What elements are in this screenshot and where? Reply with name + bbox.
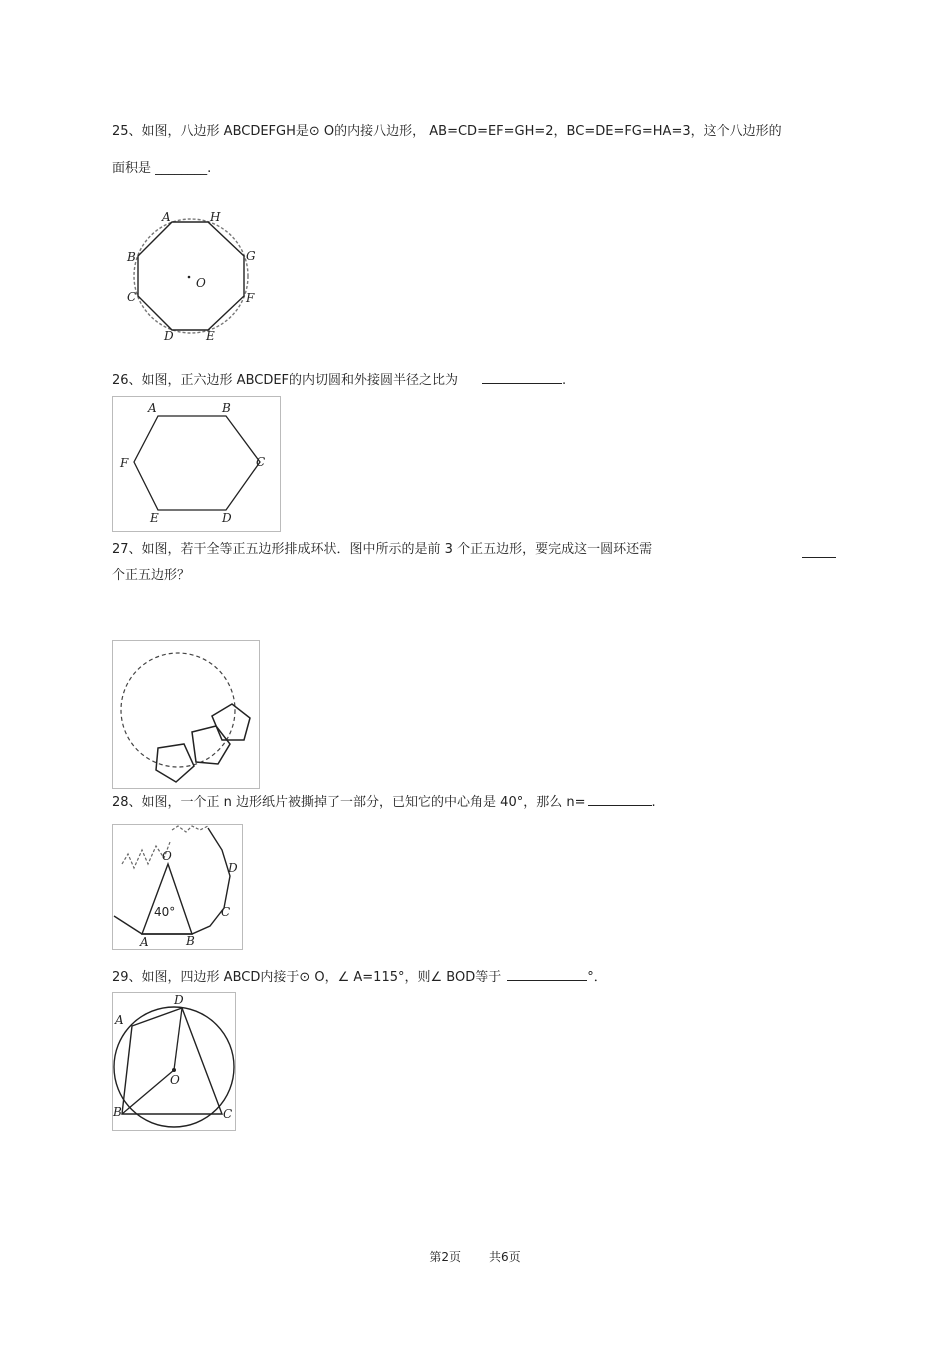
q28-label-d: D <box>228 861 238 875</box>
q27-pentagon-2 <box>192 726 230 764</box>
q28-answer-blank[interactable] <box>588 791 652 806</box>
q29-radius-ob <box>122 1070 174 1114</box>
q26-answer-blank[interactable] <box>482 369 562 384</box>
q29-label-c: C <box>223 1107 233 1121</box>
q29-label-a: A <box>115 1013 124 1027</box>
q28-torn-polygon-figure <box>112 824 244 950</box>
q28-center-triangle <box>142 864 192 934</box>
q29-label-d: D <box>174 993 184 1007</box>
q27-answer-blank[interactable] <box>802 543 836 558</box>
q25-label-e: E <box>206 329 215 343</box>
q25-label-f: F <box>246 291 255 305</box>
q28-angle-label: 40° <box>154 905 176 919</box>
q27-pentagons-figure <box>112 640 262 790</box>
q29-center-dot <box>172 1068 176 1072</box>
q26-label-d: D <box>222 511 232 525</box>
q25-label-c: C <box>127 290 137 304</box>
q25-label-a: A <box>162 210 171 224</box>
q28-label-b: B <box>186 934 195 948</box>
q27-pentagon-1 <box>156 744 194 782</box>
q29-inscribed-quadrilateral-figure <box>112 992 238 1132</box>
q28-label-a: A <box>140 935 149 949</box>
q29-label-o: O <box>170 1073 180 1087</box>
q27-frame <box>113 641 260 789</box>
q25-octagon-figure <box>118 208 268 343</box>
q29-tail: °． <box>587 970 607 985</box>
q28-question: 28、如图，一个正 n 边形纸片被撕掉了一部分，已知它的中心角是 40°，那么 n= <box>112 795 586 810</box>
q25-octagon <box>138 222 244 330</box>
q25-center-dot <box>188 276 191 279</box>
q28-frame <box>113 825 243 950</box>
q27-question: 27、如图，若干全等正五边形排成环状．图中所示的是前 3 个正五边形，要完成这一圆环还需 <box>112 542 653 557</box>
page-number: 第2页 <box>429 1250 461 1264</box>
q25-circle <box>134 219 248 333</box>
q26-hexagon-figure <box>112 396 282 532</box>
q26-question: 26、如图，正六边形 ABCDEF的内切圆和外接圆半径之比为 <box>112 373 459 388</box>
q28-text <box>112 791 656 812</box>
q29-label-b: B <box>113 1105 122 1119</box>
q29-question: 29、如图，四边形 ABCD内接于⊙ O，∠ A=115°，则∠ BOD等于 <box>112 970 502 985</box>
q25-label-d: D <box>164 329 174 343</box>
q25-label-b: B <box>127 250 136 264</box>
q26-label-c: C <box>256 455 266 469</box>
q26-label-f: F <box>120 456 129 470</box>
q25-label-h: H <box>210 210 221 224</box>
q28-torn-edge <box>172 826 208 832</box>
q27-text-line1 <box>112 541 840 559</box>
q29-answer-blank[interactable] <box>507 966 587 981</box>
q26-text <box>112 369 566 390</box>
page-total: 共6页 <box>489 1250 521 1264</box>
q25-text-line2: 面积是 ________. <box>112 161 212 176</box>
q26-tail: . <box>562 373 567 388</box>
q25-text-line1: 25、如图，八边形 ABCDEFGH是⊙ O的内接八边形， AB=CD=EF=GH=2，BC=DE=FG=HA=3，这个八边形的 <box>112 124 782 139</box>
q26-label-b: B <box>222 401 231 415</box>
q26-hexagon <box>134 416 260 510</box>
q29-text <box>112 966 607 987</box>
q29-radius-od <box>174 1008 182 1070</box>
q25-label-g: G <box>246 249 256 263</box>
page-footer <box>0 1248 950 1265</box>
q26-label-a: A <box>148 401 157 415</box>
q29-quadrilateral <box>122 1008 222 1114</box>
q28-label-o: O <box>162 849 172 863</box>
q29-frame <box>113 993 236 1131</box>
q27-text-line2: 个正五边形？ <box>112 568 191 583</box>
q27-dashed-circle <box>121 653 235 767</box>
q26-label-e: E <box>150 511 159 525</box>
q25-label-o: O <box>196 276 206 290</box>
q28-label-c: C <box>221 905 231 919</box>
q27-pentagon-3 <box>212 704 250 740</box>
q28-tail: . <box>651 795 656 810</box>
